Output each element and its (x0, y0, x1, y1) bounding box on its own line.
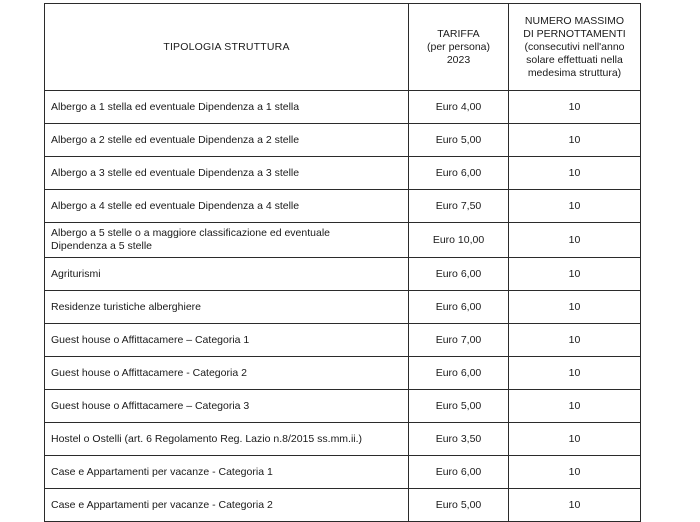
row-type: Case e Appartamenti per vacanze - Categoria 1 (45, 456, 409, 489)
row-price: Euro 6,00 (409, 291, 509, 324)
header-tariff-line-1: TARIFFA (437, 27, 480, 40)
row-price: Euro 7,50 (409, 190, 509, 223)
row-price: Euro 5,00 (409, 390, 509, 423)
header-tariff-line-3: 2023 (446, 53, 471, 66)
row-type-line-1: Albergo a 5 stelle o a maggiore classificazione ed eventuale (51, 227, 331, 239)
header-max-line-5: medesima struttura) (527, 66, 622, 79)
row-max-nights: 10 (509, 124, 641, 157)
header-max-line-2: DI PERNOTTAMENTI (523, 27, 626, 40)
table-row (45, 324, 641, 357)
table-row (45, 291, 641, 324)
row-price: Euro 10,00 (409, 223, 509, 258)
row-price: Euro 3,50 (409, 423, 509, 456)
row-type: Residenze turistiche alberghiere (45, 291, 409, 324)
row-max-nights: 10 (509, 423, 641, 456)
row-type: Guest house o Affittacamere – Categoria 1 (45, 324, 409, 357)
table-row (45, 423, 641, 456)
header-type (45, 4, 409, 91)
row-type: Albergo a 4 stelle ed eventuale Dipendenza a 4 stelle (45, 190, 409, 223)
header-max-line-1: NUMERO MASSIMO (524, 14, 625, 27)
header-tariff-line-2: (per persona) (426, 40, 491, 53)
row-type: Hostel o Ostelli (art. 6 Regolamento Reg. Lazio n.8/2015 ss.mm.ii.) (45, 423, 409, 456)
table-row (45, 190, 641, 223)
row-type (45, 223, 409, 258)
row-max-nights: 10 (509, 324, 641, 357)
table-row (45, 157, 641, 190)
row-type: Case e Appartamenti per vacanze - Categoria 2 (45, 489, 409, 522)
table-row (45, 390, 641, 423)
row-type: Agriturismi (45, 258, 409, 291)
row-price: Euro 7,00 (409, 324, 509, 357)
row-price: Euro 4,00 (409, 91, 509, 124)
header-max-line-4: solare effettuati nella (526, 53, 623, 66)
row-price: Euro 6,00 (409, 357, 509, 390)
table-row (45, 489, 641, 522)
table-row (45, 223, 641, 258)
header-max-nights (509, 4, 641, 91)
row-max-nights: 10 (509, 258, 641, 291)
row-price: Euro 6,00 (409, 456, 509, 489)
row-max-nights: 10 (509, 223, 641, 258)
row-type: Albergo a 1 stella ed eventuale Dipendenza a 1 stella (45, 91, 409, 124)
table-row (45, 456, 641, 489)
row-type: Guest house o Affittacamere – Categoria 3 (45, 390, 409, 423)
table-row (45, 258, 641, 291)
row-max-nights: 10 (509, 489, 641, 522)
row-type-line-2: Dipendenza a 5 stelle (51, 240, 152, 252)
row-price: Euro 5,00 (409, 489, 509, 522)
table-row (45, 124, 641, 157)
row-type: Albergo a 3 stelle ed eventuale Dipendenza a 3 stelle (45, 157, 409, 190)
row-type: Albergo a 2 stelle ed eventuale Dipendenza a 2 stelle (45, 124, 409, 157)
tariff-table (44, 3, 641, 522)
table-header-row (45, 4, 641, 91)
row-max-nights: 10 (509, 390, 641, 423)
table-row (45, 91, 641, 124)
header-tariff (409, 4, 509, 91)
row-price: Euro 6,00 (409, 258, 509, 291)
row-type: Guest house o Affittacamere - Categoria 2 (45, 357, 409, 390)
row-max-nights: 10 (509, 456, 641, 489)
row-price: Euro 6,00 (409, 157, 509, 190)
row-max-nights: 10 (509, 157, 641, 190)
header-type-label: TIPOLOGIA STRUTTURA (163, 40, 290, 53)
row-max-nights: 10 (509, 190, 641, 223)
row-price: Euro 5,00 (409, 124, 509, 157)
table-row (45, 357, 641, 390)
row-max-nights: 10 (509, 357, 641, 390)
row-max-nights: 10 (509, 91, 641, 124)
row-max-nights: 10 (509, 291, 641, 324)
header-max-line-3: (consecutivi nell'anno (524, 40, 625, 53)
